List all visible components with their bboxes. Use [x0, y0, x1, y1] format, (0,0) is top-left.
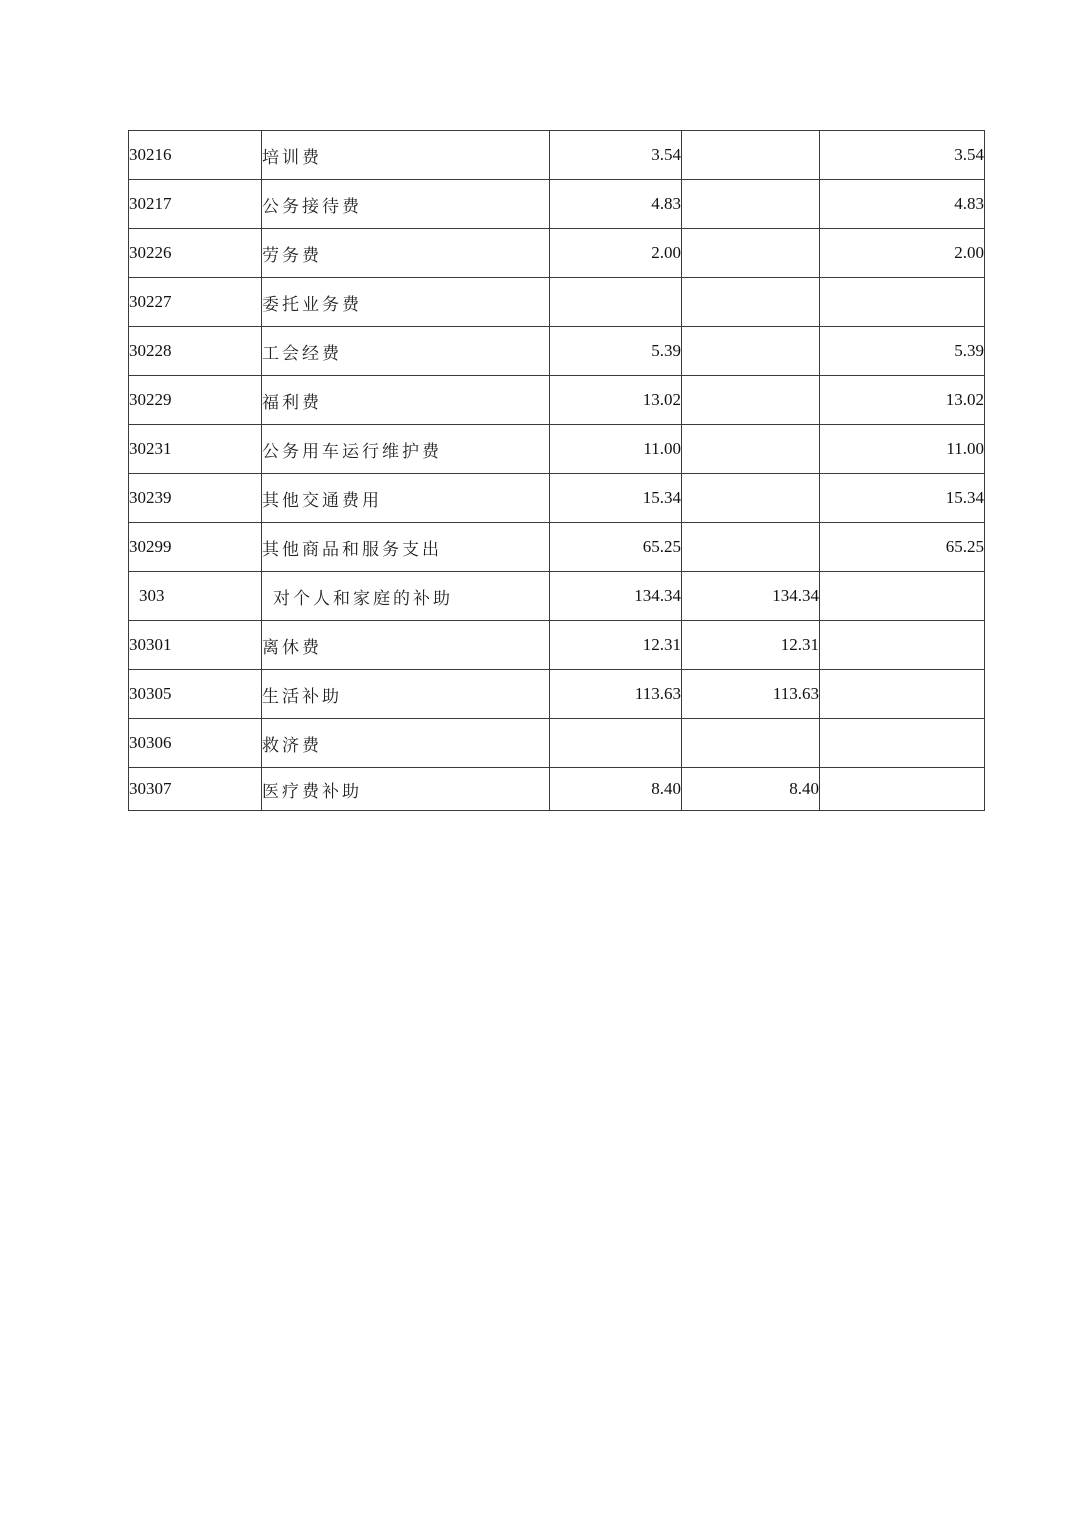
- basic-amount-cell: 113.63: [682, 670, 820, 719]
- total-amount-cell: 12.31: [550, 621, 682, 670]
- basic-amount-cell: [682, 719, 820, 768]
- economic-code-cell: 30299: [129, 523, 262, 572]
- basic-amount-cell: [682, 376, 820, 425]
- basic-amount-cell: [682, 278, 820, 327]
- item-name-cell: 其他商品和服务支出: [262, 523, 550, 572]
- economic-code-cell: 30228: [129, 327, 262, 376]
- table-row: [129, 425, 985, 474]
- project-amount-cell: 13.02: [820, 376, 985, 425]
- table-row: [129, 621, 985, 670]
- project-amount-cell: 65.25: [820, 523, 985, 572]
- item-name-cell: 公务接待费: [262, 180, 550, 229]
- economic-code-cell: 30239: [129, 474, 262, 523]
- total-amount-cell: 134.34: [550, 572, 682, 621]
- table-row: [129, 768, 985, 811]
- basic-amount-cell: [682, 425, 820, 474]
- total-amount-cell: 15.34: [550, 474, 682, 523]
- total-amount-cell: 5.39: [550, 327, 682, 376]
- table-row: [129, 474, 985, 523]
- project-amount-cell: 15.34: [820, 474, 985, 523]
- item-name-cell: 劳务费: [262, 229, 550, 278]
- item-name-cell: 委托业务费: [262, 278, 550, 327]
- economic-code-cell: 30226: [129, 229, 262, 278]
- table-row: [129, 131, 985, 180]
- economic-code-cell: 303: [129, 572, 262, 621]
- table-row: [129, 719, 985, 768]
- economic-code-cell: 30217: [129, 180, 262, 229]
- table-row: [129, 327, 985, 376]
- economic-code-cell: 30305: [129, 670, 262, 719]
- item-name-cell: 对个人和家庭的补助: [262, 572, 550, 621]
- item-name-cell: 培训费: [262, 131, 550, 180]
- table-row: [129, 376, 985, 425]
- basic-amount-cell: 8.40: [682, 768, 820, 811]
- basic-amount-cell: [682, 229, 820, 278]
- project-amount-cell: [820, 719, 985, 768]
- economic-code-cell: 30306: [129, 719, 262, 768]
- project-amount-cell: 2.00: [820, 229, 985, 278]
- table-row: [129, 523, 985, 572]
- basic-amount-cell: [682, 523, 820, 572]
- economic-code-cell: 30229: [129, 376, 262, 425]
- expenditure-table: [128, 130, 985, 811]
- total-amount-cell: 4.83: [550, 180, 682, 229]
- total-amount-cell: [550, 278, 682, 327]
- project-amount-cell: [820, 621, 985, 670]
- project-amount-cell: 3.54: [820, 131, 985, 180]
- economic-code-cell: 30307: [129, 768, 262, 811]
- total-amount-cell: 11.00: [550, 425, 682, 474]
- basic-amount-cell: 134.34: [682, 572, 820, 621]
- item-name-cell: 离休费: [262, 621, 550, 670]
- table-row: [129, 670, 985, 719]
- total-amount-cell: 65.25: [550, 523, 682, 572]
- total-amount-cell: 8.40: [550, 768, 682, 811]
- item-name-cell: 医疗费补助: [262, 768, 550, 811]
- basic-amount-cell: [682, 327, 820, 376]
- economic-code-cell: 30216: [129, 131, 262, 180]
- table-row: [129, 180, 985, 229]
- total-amount-cell: [550, 719, 682, 768]
- economic-code-cell: 30227: [129, 278, 262, 327]
- item-name-cell: 公务用车运行维护费: [262, 425, 550, 474]
- basic-amount-cell: [682, 131, 820, 180]
- item-name-cell: 其他交通费用: [262, 474, 550, 523]
- project-amount-cell: [820, 768, 985, 811]
- total-amount-cell: 3.54: [550, 131, 682, 180]
- economic-code-cell: 30231: [129, 425, 262, 474]
- table-row-category: [129, 572, 985, 621]
- total-amount-cell: 13.02: [550, 376, 682, 425]
- total-amount-cell: 2.00: [550, 229, 682, 278]
- item-name-cell: 救济费: [262, 719, 550, 768]
- total-amount-cell: 113.63: [550, 670, 682, 719]
- item-name-cell: 工会经费: [262, 327, 550, 376]
- economic-code-cell: 30301: [129, 621, 262, 670]
- table-body: [129, 131, 985, 811]
- project-amount-cell: 11.00: [820, 425, 985, 474]
- project-amount-cell: 4.83: [820, 180, 985, 229]
- basic-amount-cell: [682, 180, 820, 229]
- project-amount-cell: 5.39: [820, 327, 985, 376]
- table-row: [129, 229, 985, 278]
- basic-amount-cell: 12.31: [682, 621, 820, 670]
- table-row: [129, 278, 985, 327]
- project-amount-cell: [820, 572, 985, 621]
- item-name-cell: 生活补助: [262, 670, 550, 719]
- item-name-cell: 福利费: [262, 376, 550, 425]
- basic-amount-cell: [682, 474, 820, 523]
- project-amount-cell: [820, 278, 985, 327]
- project-amount-cell: [820, 670, 985, 719]
